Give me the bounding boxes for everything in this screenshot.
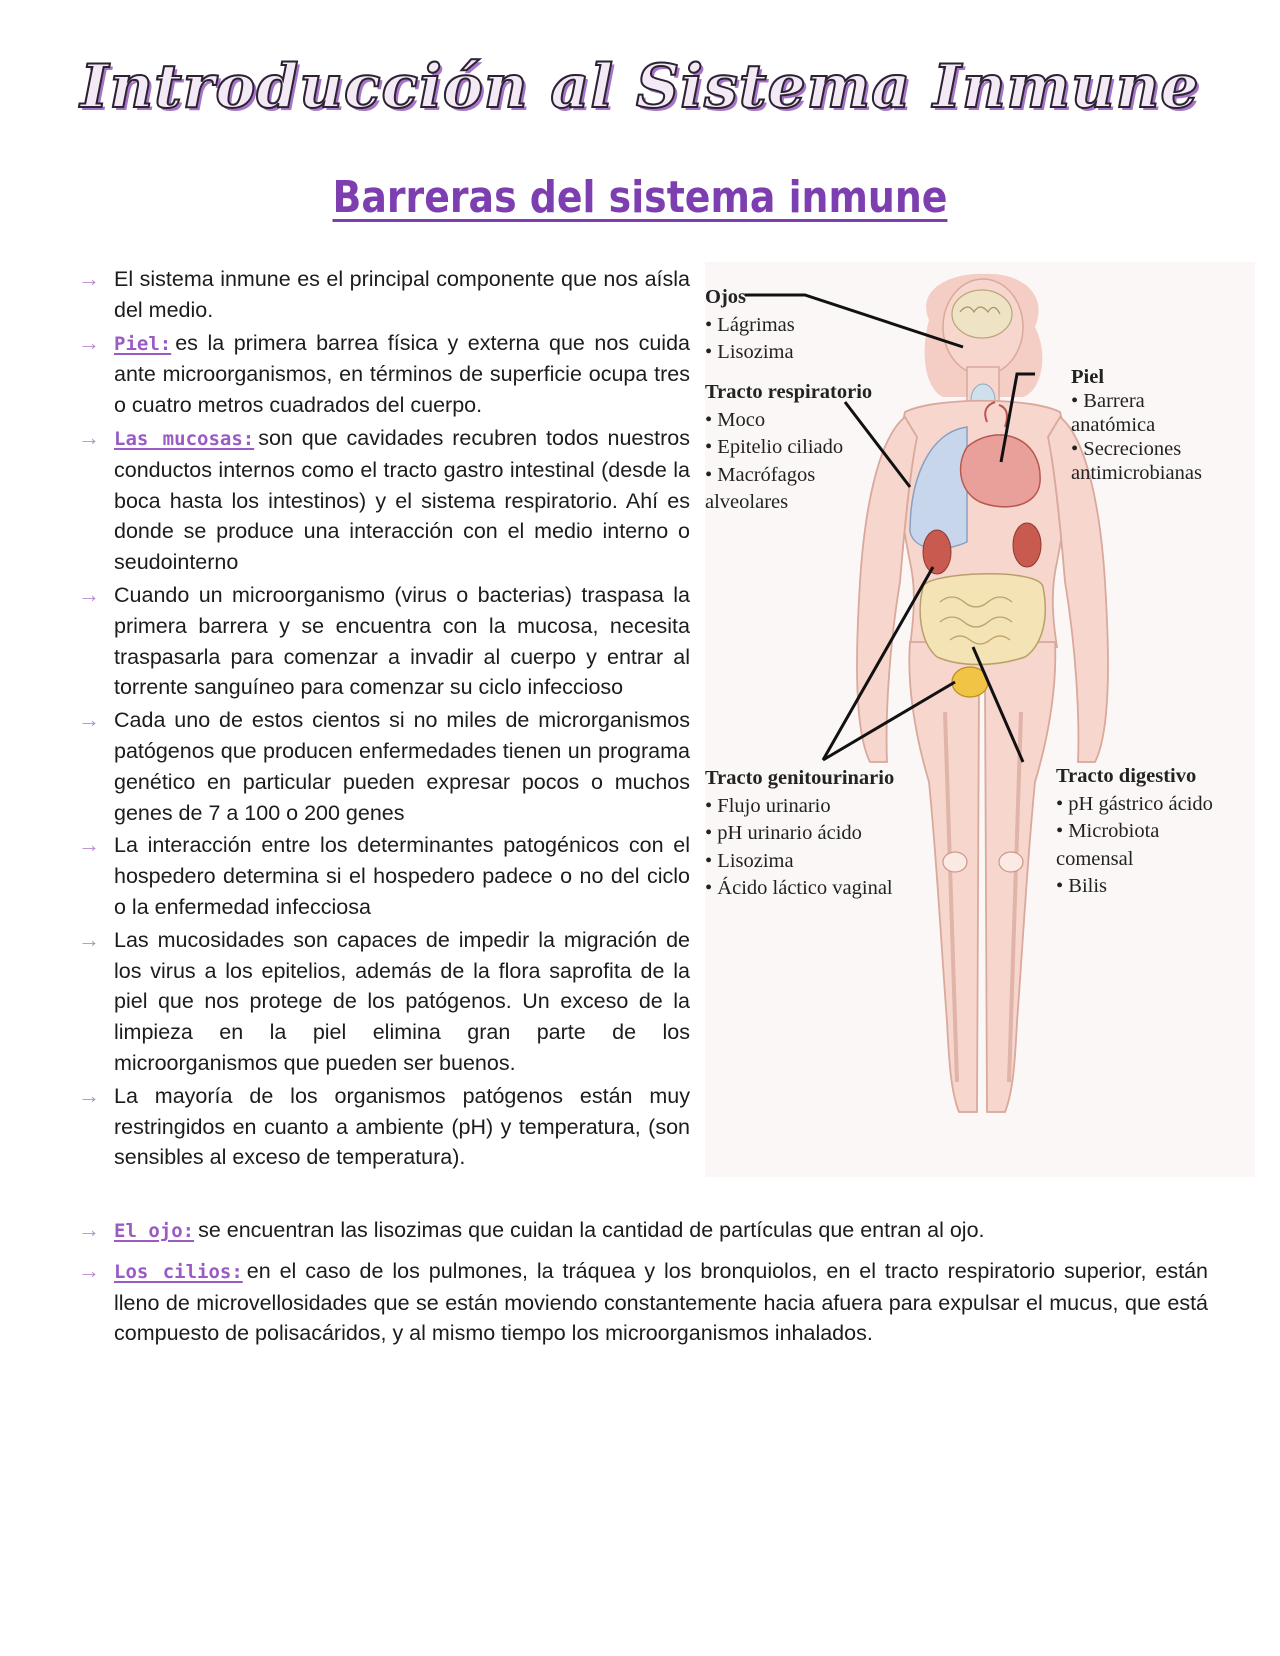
bullet-text: son que cavidades recubren todos nuestros conductos internos como el tracto gastro intestinal (desde la boca hasta los intestinos) y el sistema respiratorio. Ahí es donde se produce una interacción con el medio interno o seudointerno xyxy=(114,425,690,575)
arrow-icon: → xyxy=(78,1217,100,1242)
genitourinario-item: • Ácido láctico vaginal xyxy=(705,877,893,900)
respiratorio-title: Tracto respiratorio xyxy=(705,381,873,403)
piel-title: Piel xyxy=(1071,366,1105,388)
bullet-item xyxy=(78,580,690,703)
bullet-item xyxy=(78,423,690,578)
kidney-shape xyxy=(923,530,951,574)
bullet-item xyxy=(78,705,690,828)
bullet-text: es la primera barrea física y externa que nos cuida ante microorganismos, en términos de superficie ocupa tres o cuatro metros cuadrados del cuerpo. xyxy=(114,330,690,418)
piel-item: antimicrobianas xyxy=(1071,462,1202,484)
arrow-icon: → xyxy=(78,707,100,733)
subtitle-text: Barreras del sistema inmune xyxy=(332,172,948,223)
bullet-item xyxy=(78,264,690,326)
bullet-keyword: Los cilios: xyxy=(114,1260,243,1283)
piel-item: anatómica xyxy=(1071,414,1156,436)
digestivo-label xyxy=(1056,763,1213,901)
arrow-icon: → xyxy=(78,926,100,952)
ojos-item: • Lisozima xyxy=(705,341,794,364)
arrow-icon: → xyxy=(78,581,100,607)
bullet-item xyxy=(78,1256,1208,1349)
ojos-label xyxy=(705,284,795,367)
bullet-text: Cuando un microorganismo (virus o bacterias) traspasa la primera barrera y se encuentra con la mucosa, necesita traspasarla para comenzar a invadir al cuerpo y entrar al torrente sanguíneo para comenzar su ciclo infeccioso xyxy=(114,582,690,700)
genitourinario-label xyxy=(705,765,894,903)
bullet-text: se encuentran las lisozimas que cuidan la cantidad de partículas que entran al ojo. xyxy=(198,1218,985,1242)
section-subtitle xyxy=(90,172,1191,223)
bullet-text: Las mucosidades son capaces de impedir la migración de los virus a los epitelios, además de la flora saprofita de la piel que nos protege de los patógenos. Un exceso de la limpieza en la piel elimina gran parte de los microorganismos que pueden ser buenos. xyxy=(114,927,690,1075)
intestine-shape xyxy=(920,574,1045,665)
digestivo-item: • Microbiota xyxy=(1056,820,1160,843)
kidney-shape xyxy=(1013,523,1041,567)
brain-shape xyxy=(952,290,1012,338)
genitourinario-title: Tracto genitourinario xyxy=(705,767,895,789)
bullet-text: El sistema inmune es el principal componente que nos aísla del medio. xyxy=(114,267,690,322)
bullet-keyword: Las mucosas: xyxy=(114,427,255,450)
digestivo-item: comensal xyxy=(1056,847,1134,870)
main-title: Introducción al Sistema Inmune xyxy=(80,52,1200,122)
ojos-item: • Lágrimas xyxy=(705,313,795,336)
bullet-item xyxy=(78,328,690,421)
respiratorio-item: • Epitelio ciliado xyxy=(705,436,844,459)
bullet-item xyxy=(78,925,690,1079)
genitourinario-item: • pH urinario ácido xyxy=(705,822,862,845)
respiratorio-item: alveolares xyxy=(705,491,789,514)
genitourinario-item: • Lisozima xyxy=(705,849,794,872)
arrow-icon: → xyxy=(78,266,100,291)
arrow-icon: → xyxy=(78,424,100,450)
respiratorio-item: • Macrófagos xyxy=(705,463,816,486)
piel-label xyxy=(1071,365,1202,485)
bullet-text: La interacción entre los determinantes patogénicos con el hospedero determina si el hospedero padece o no del ciclo o la enfermedad infecciosa xyxy=(114,833,690,919)
bullet-item xyxy=(78,830,690,922)
ojos-title: Ojos xyxy=(705,286,746,308)
arrow-icon: → xyxy=(78,1257,100,1283)
arrow-icon: → xyxy=(78,832,100,858)
arrow-icon: → xyxy=(78,329,100,355)
bullet-list xyxy=(78,264,690,1175)
heart-shape xyxy=(961,435,1041,507)
piel-item: • Secreciones xyxy=(1071,438,1182,460)
bullet-item xyxy=(78,1081,690,1173)
piel-item: • Barrera xyxy=(1071,390,1145,412)
bullet-item xyxy=(78,1215,1208,1247)
digestivo-title: Tracto digestivo xyxy=(1056,765,1197,787)
genitourinario-item: • Flujo urinario xyxy=(705,794,831,817)
bullet-keyword: Piel: xyxy=(114,332,172,355)
bullet-text: en el caso de los pulmones, la tráquea y los bronquiolos, en el tracto respiratorio superior, están lleno de microvellosidades que se están moviendo constantemente hacia afuera para expulsar el mucus, que está compuesto de polisacáridos, y al mismo tiempo los microorganismos inhalados. xyxy=(114,1258,1208,1346)
digestivo-item: • pH gástrico ácido xyxy=(1056,792,1213,815)
respiratorio-label xyxy=(705,379,872,517)
respiratorio-item: • Moco xyxy=(705,408,766,431)
bullet-text: Cada uno de estos cientos si no miles de microrganismos patógenos que producen enfermedades tienen un programa genético en particular pueden expresar pocos o muchos genes de 7 a 100 o 200 genes xyxy=(114,708,690,825)
bullet-text: La mayoría de los organismos patógenos están muy restringidos en cuanto a ambiente (pH) y temperatura, (son sensibles al exceso de temperatura). xyxy=(114,1083,690,1170)
bullet-keyword: El ojo: xyxy=(114,1220,195,1242)
full-width-bullet-list xyxy=(78,1215,1208,1358)
arrow-icon: → xyxy=(78,1082,100,1108)
immune-barriers-figure xyxy=(705,262,1255,1177)
digestivo-item: • Bilis xyxy=(1056,875,1108,898)
